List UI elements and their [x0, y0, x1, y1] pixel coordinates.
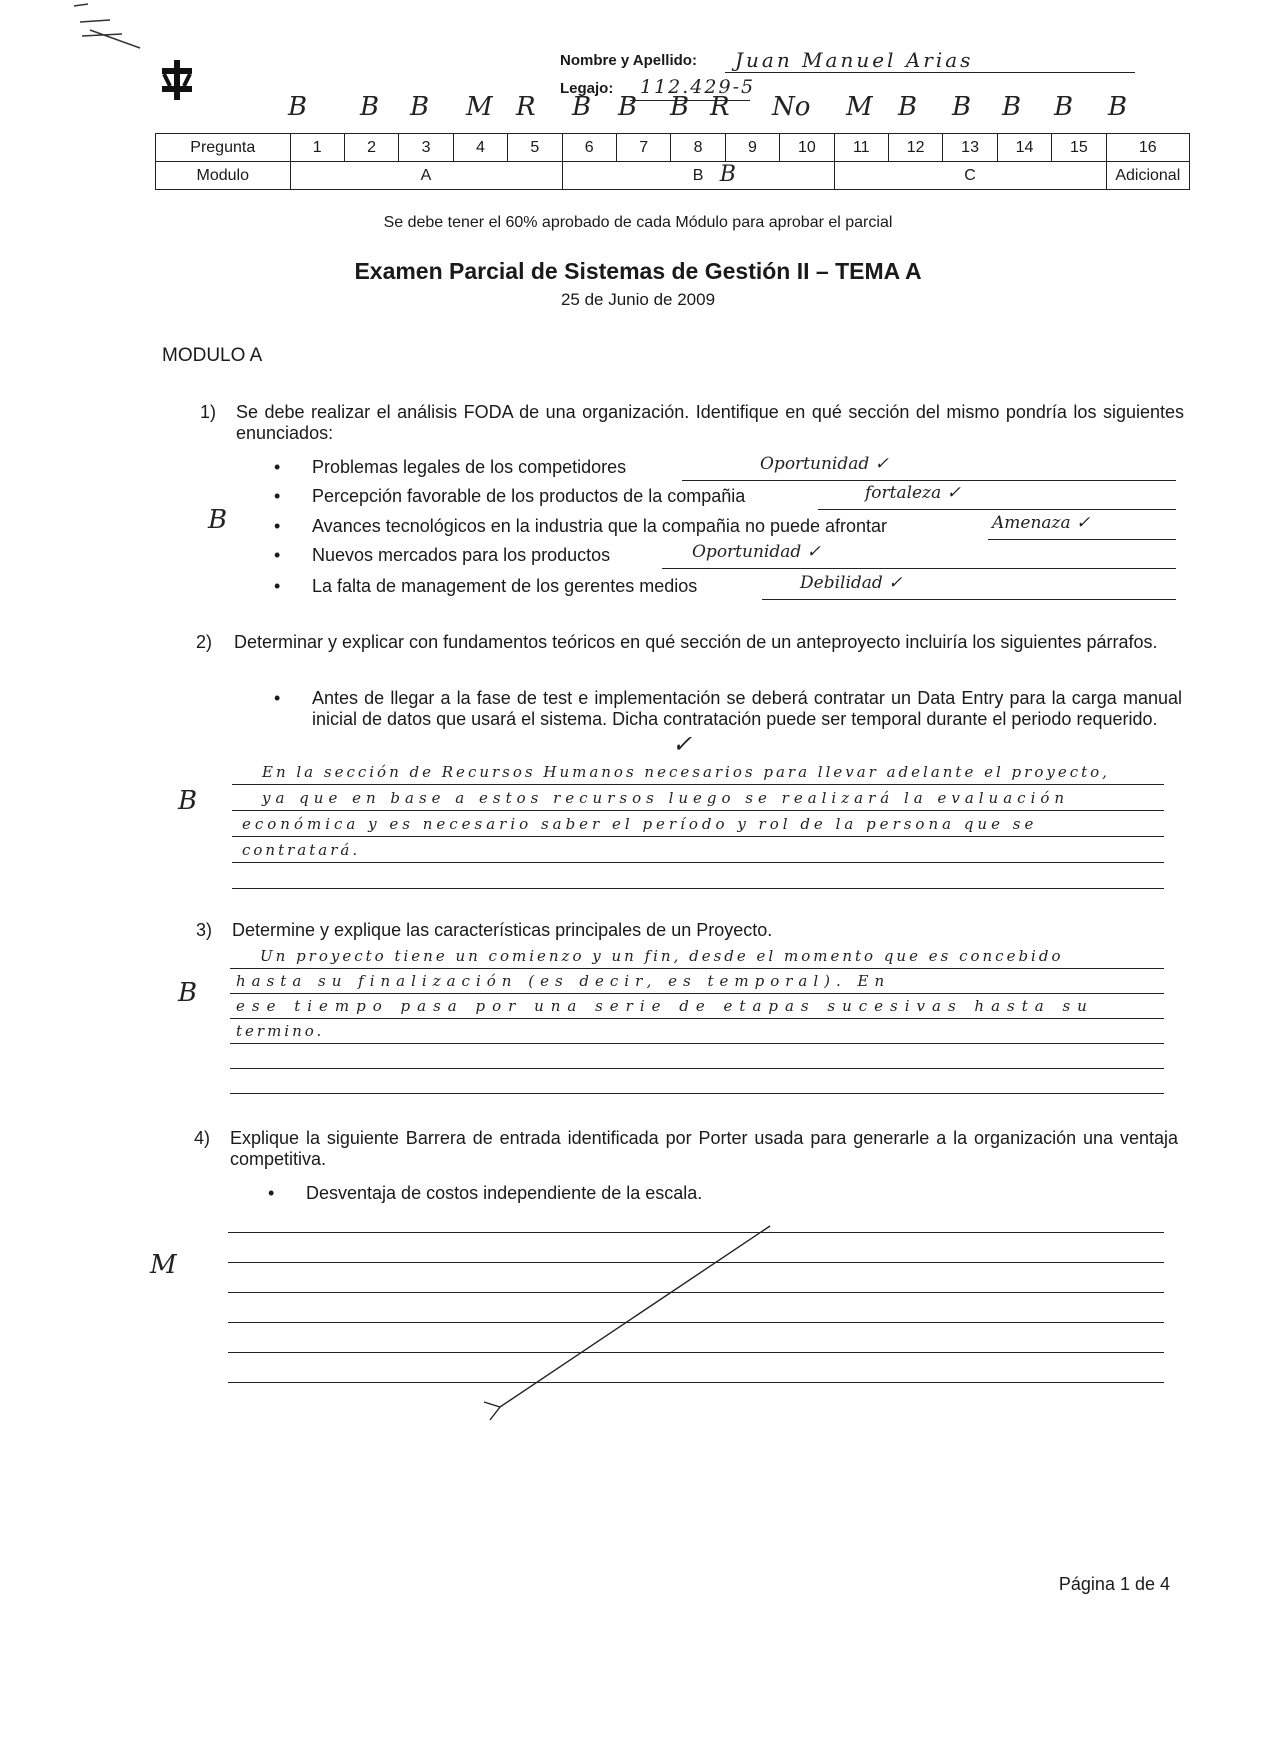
grade-q3: B [410, 92, 430, 122]
q3-answer-line-3: ese tiempo pasa por una serie de etapas sucesivas hasta su [236, 997, 1094, 1015]
q3-answer-line-2: hasta su finalización (es decir, es temporal). En [236, 972, 891, 990]
module-cell-adicional: Adicional [1106, 162, 1189, 190]
answer-line [762, 599, 1176, 600]
answer-line [232, 810, 1164, 811]
question-cell: 3 [399, 134, 453, 162]
module-cell-c: C [834, 162, 1106, 190]
q1-item-4: • Nuevos mercados para los productos [312, 545, 610, 566]
exam-date: 25 de Junio de 2009 [560, 290, 716, 309]
question-cell: 13 [943, 134, 997, 162]
grade-q10: No [772, 92, 811, 122]
name-value: Juan Manuel Arias [735, 48, 974, 72]
score-table [155, 133, 1190, 190]
answer-line [232, 836, 1164, 837]
table-row [156, 162, 1190, 190]
q2-number: 2) [196, 632, 213, 652]
grade-q8: B [670, 92, 690, 122]
answer-line [230, 968, 1164, 969]
q1-item-2: • Percepción favorable de los productos de la compañia [312, 486, 745, 507]
module-heading: MODULO A [162, 345, 263, 366]
grade-q1: B [288, 92, 308, 122]
q2-answer-line-1: En la sección de Recursos Humanos necesarios para llevar adelante el proyecto, [262, 763, 1110, 781]
name-label: Nombre y Apellido: [560, 52, 697, 69]
question-cell: 6 [562, 134, 616, 162]
q4-grade: M [150, 1250, 177, 1280]
q3-answer-line-1: Un proyecto tiene un comienzo y un fin, desde el momento que es concebido [260, 947, 1064, 965]
q2-answer-line-2: ya que en base a estos recursos luego se realizará la evaluación [262, 789, 1070, 807]
grade-q15: B [1054, 92, 1074, 122]
strike-through-mark [480, 1222, 780, 1422]
legajo-value: 112.429-5 [640, 76, 756, 98]
q1-item-1: • Problemas legales de los competidores [312, 457, 626, 478]
question-cell: 11 [834, 134, 888, 162]
module-cell-b [562, 162, 834, 190]
answer-line [232, 784, 1164, 785]
grade-q5: R [516, 92, 536, 122]
grade-q16: B [1108, 92, 1128, 122]
answer-line [230, 1018, 1164, 1019]
grade-q12: B [898, 92, 918, 122]
question-cell: 2 [344, 134, 398, 162]
approval-notice: Se debe tener el 60% aprobado de cada Módulo para aprobar el parcial [383, 214, 893, 231]
q1-answer-4: Oportunidad ✓ [692, 542, 821, 562]
question-cell: 4 [453, 134, 507, 162]
answer-line [230, 1068, 1164, 1069]
grade-q9: R [710, 92, 730, 122]
question-cell: 15 [1052, 134, 1106, 162]
q2-text: Determinar y explicar con fundamentos teóricos en qué sección de un anteproyecto incluiría los siguientes párrafos. [234, 632, 1158, 652]
table-row [156, 134, 1190, 162]
q3-grade: B [178, 978, 198, 1008]
legajo-label: Legajo: [560, 80, 614, 97]
question-cell: 16 [1106, 134, 1189, 162]
grade-q14: B [1002, 92, 1022, 122]
answer-line [230, 1043, 1164, 1044]
q2-bullet: • Antes de llegar a la fase de test e implementación se deberá contratar un Data Entry para la carga manual inicial de datos que usará el sistema. Dicha contratación puede ser temporal durante el periodo requerido. [312, 688, 1182, 730]
corner-scribble [70, 0, 160, 70]
q4-text: Explique la siguiente Barrera de entrada identificada por Porter usada para generarle a la organización una ventaja competitiva. [230, 1128, 1178, 1169]
university-logo [160, 60, 194, 100]
question-cell: 5 [508, 134, 562, 162]
question-cell: 7 [616, 134, 670, 162]
q3-text: Determine y explique las características principales de un Proyecto. [232, 920, 773, 940]
page-number: Página 1 de 4 [1058, 1574, 1170, 1594]
question-cell: 10 [780, 134, 834, 162]
question-cell: 8 [671, 134, 725, 162]
q1-number: 1) [200, 402, 217, 422]
q1-answer-2: fortaleza ✓ [865, 483, 961, 503]
question-cell: 14 [997, 134, 1051, 162]
grade-q2: B [360, 92, 380, 122]
q1-text: Se debe realizar el análisis FODA de una organización. Identifique en qué sección del mismo pondría los siguientes enunciados: [236, 402, 1184, 443]
grade-q4: M [466, 92, 493, 122]
grade-q13: B [952, 92, 972, 122]
grades-row [280, 92, 1130, 128]
q1-answer-5: Debilidad ✓ [800, 573, 903, 593]
module-b-label: B [692, 166, 704, 184]
grade-q11: M [846, 92, 873, 122]
answer-line [232, 862, 1164, 863]
question-cell: 12 [888, 134, 942, 162]
question-cell: 1 [290, 134, 344, 162]
q4-number: 4) [194, 1128, 211, 1148]
grade-q6: B [572, 92, 592, 122]
answer-line [682, 480, 1176, 481]
q3-number: 3) [196, 920, 213, 940]
module-b-grade: B [719, 162, 736, 187]
q2-answer-line-4: contratará. [242, 841, 361, 859]
answer-line [818, 509, 1176, 510]
answer-line [230, 993, 1164, 994]
row-label-modulo: Modulo [156, 162, 291, 190]
q2-grade: B [178, 786, 198, 816]
answer-line [232, 888, 1164, 889]
grade-q7: B [618, 92, 638, 122]
q4-bullet: • Desventaja de costos independiente de la escala. [306, 1183, 702, 1204]
answer-line [988, 539, 1176, 540]
question-cell: 9 [725, 134, 779, 162]
row-label-pregunta: Pregunta [156, 134, 291, 162]
answer-line [230, 1093, 1164, 1094]
q1-answer-1: Oportunidad ✓ [760, 454, 889, 474]
name-line [725, 72, 1135, 73]
page-title: Examen Parcial de Sistemas de Gestión II – TEMA A [354, 258, 922, 284]
answer-line [662, 568, 1176, 569]
q1-grade: B [208, 505, 228, 535]
q1-answer-3: Amenaza ✓ [992, 513, 1091, 533]
q2-check: ✓ [672, 730, 693, 758]
q3-answer-line-4: termino. [236, 1022, 325, 1040]
module-cell-a: A [290, 162, 562, 190]
q2-answer-line-3: económica y es necesario saber el período y rol de la persona que se [242, 815, 1038, 833]
q1-item-5: • La falta de management de los gerentes medios [312, 576, 697, 597]
q1-item-3: • Avances tecnológicos en la industria que la compañia no puede afrontar [312, 516, 887, 537]
